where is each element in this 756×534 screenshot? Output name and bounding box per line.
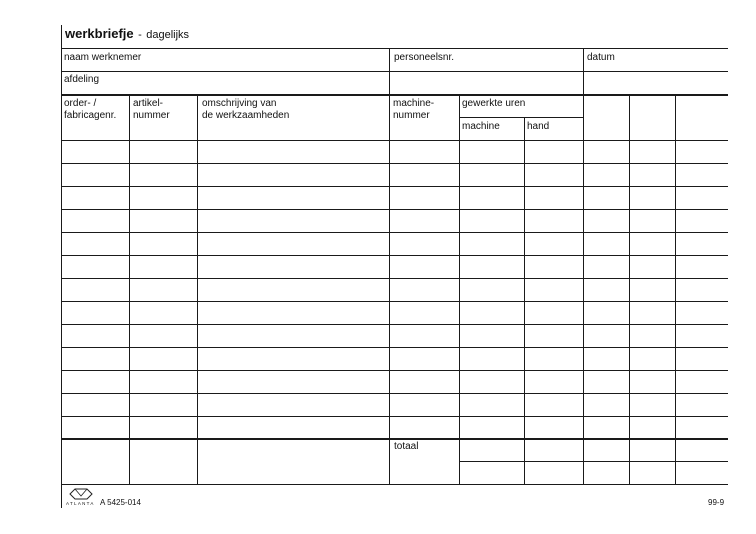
order-header-line1: order- / [64, 98, 97, 109]
total-section-top-line [61, 438, 728, 440]
employee-name-label: naam werknemer [64, 52, 142, 63]
header-line-top [61, 48, 728, 49]
date-label: datum [587, 52, 615, 63]
header-divider-personnel [389, 48, 390, 94]
entry-row-line [61, 163, 728, 164]
article-header-line2: nummer [133, 110, 170, 121]
entry-row-line [61, 324, 728, 325]
column-line [389, 94, 390, 484]
description-header-line1: omschrijving van [202, 98, 277, 109]
form-title [65, 25, 189, 43]
hours-worked-header: gewerkte uren [462, 98, 526, 109]
entry-row-line [61, 416, 728, 417]
column-line [583, 94, 584, 484]
entry-row-line [61, 255, 728, 256]
department-label: afdeling [64, 74, 100, 85]
entry-row-line [61, 347, 728, 348]
article-header-line1: artikel- [133, 98, 164, 109]
total-row-line [459, 461, 728, 462]
header-line-middle [61, 71, 728, 72]
entry-row-line [61, 186, 728, 187]
order-header-line2: fabricagenr. [64, 110, 117, 121]
machine-no-header-line1: machine- [393, 98, 435, 109]
column-line [675, 94, 676, 484]
brand-name: ATLANTA [66, 501, 95, 506]
column-line [629, 94, 630, 484]
column-line [524, 117, 525, 484]
hours-machine-header: machine [462, 121, 500, 132]
entry-row-line [61, 232, 728, 233]
header-divider-date [583, 48, 584, 94]
entry-row-line [61, 393, 728, 394]
form-title-main: werkbriefje [65, 26, 134, 41]
hours-hand-header: hand [527, 121, 550, 132]
description-header-line2: de werkzaamheden [202, 110, 290, 121]
column-line [197, 94, 198, 484]
entry-row-line [61, 278, 728, 279]
table-bottom-line [61, 484, 728, 485]
entry-row-line [61, 301, 728, 302]
form-subtitle: dagelijks [146, 29, 190, 41]
column-line [129, 94, 130, 484]
entry-row-line [61, 370, 728, 371]
left-border-line [61, 25, 62, 508]
column-header-bottom-line [61, 140, 728, 141]
entry-row-line [61, 209, 728, 210]
column-line [459, 94, 460, 484]
page-code: 99-9 [708, 498, 725, 507]
form-code: A 5425-014 [100, 498, 141, 507]
form-title-separator: - [138, 29, 142, 41]
hours-subheader-line [459, 117, 583, 118]
table-top-line [61, 94, 728, 96]
personnel-no-label: personeelsnr. [394, 52, 455, 63]
machine-no-header-line2: nummer [393, 110, 430, 121]
total-label: totaal [394, 441, 419, 452]
